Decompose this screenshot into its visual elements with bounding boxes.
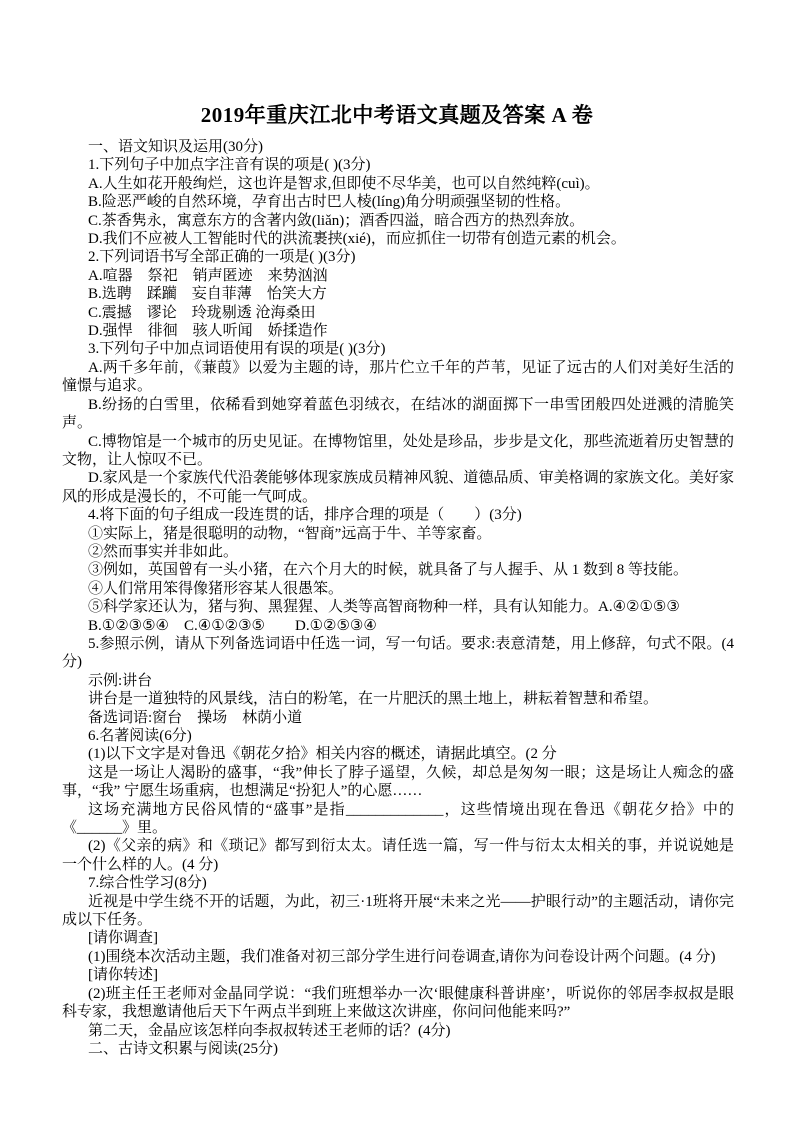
paragraph-line: 7.综合性学习(8分)	[88, 875, 207, 892]
paragraph-line: 2.下列词语书写全部正确的一项是( )(3分)	[88, 249, 356, 266]
paragraph-line: 6.名著阅读(6分)	[88, 728, 192, 744]
paragraph-line: ④人们常用笨得像猪形容某人很愚笨。	[88, 580, 344, 597]
paragraph-line: 这是一场让人渴盼的盛事，“我”伸长了脖子遥望，久候，却总是匆匆一眼；这是场让人痴念的盛事，“我” 宁愿生场重病，也想满足“扮犯人”的心愿……	[62, 764, 734, 800]
paragraph-line: 第二天，金晶应该怎样向李叔叔转述王老师的话？(4分)	[88, 1022, 451, 1039]
paragraph-line: B.选聘 蹂躏 妄自菲薄 怡笑大方	[88, 286, 327, 303]
paragraph-line: A.两千多年前，《蒹葭》以爱为主题的诗，那片伫立千年的芦苇，见证了远古的人们对美好生活的憧憬与追求。	[62, 359, 734, 395]
paragraph-line: C.震撼 谬论 玲珑剔透 沧海桑田	[88, 304, 316, 321]
paragraph-line: 讲台是一道独特的风景线，洁白的粉笔，在一片肥沃的黑土地上，耕耘着智慧和希望。	[88, 691, 659, 708]
paragraph-line: 这场充满地方民俗风情的“盛事”是指_____________，这些情境出现在鲁迅《朝花夕拾》中的《______》里。	[62, 801, 734, 837]
paragraph-line: B.纷扬的白雪里，依稀看到她穿着蓝色羽绒衣，在结冰的湖面掷下一串雪团般四处迸溅的清脆笑声。	[62, 396, 734, 432]
paragraph-line: 备选词语:窗台 操场 林荫小道	[88, 709, 303, 726]
paragraph-line: (1)围绕本次活动主题，我们准备对初三部分学生进行问卷调查,请你为问卷设计两个问题。(4 分)	[88, 948, 716, 965]
paragraph-line: (2)班主任王老师对金晶同学说：“我们班想举办一次‘眼健康科普讲座’，听说你的邻居李叔叔是眼科专家，我想邀请他后天下午两点半到班上来做这次讲座，你问问他能来吗?”	[62, 985, 734, 1021]
paragraph-line: ①实际上，猪是很聪明的动物，“智商”远高于牛、羊等家畜。	[88, 525, 492, 542]
paragraph-line: 示例:讲台	[88, 672, 153, 689]
paragraph-line: [请你调查]	[88, 930, 158, 947]
paragraph-line: D.我们不应被人工智能时代的洪流裹挟(xié)，而应抓住一切带有创造元素的机会。	[88, 231, 626, 248]
paragraph-line: 二、古诗文积累与阅读(25分)	[88, 1040, 278, 1057]
paragraph-line: 一、语文知识及运用(30分)	[88, 139, 263, 155]
paragraph-line: [请你转述]	[88, 967, 158, 984]
paragraph-line: ⑤科学家还认为，猪与狗、黑猩猩、人类等高智商物种一样，具有认知能力。A.④②①⑤③	[88, 599, 680, 616]
paragraph-line: C.茶香隽永，寓意东方的含著内敛(liǎn)；酒香四溢，暗合西方的热烈奔放。	[88, 212, 585, 229]
paragraph-line: 5.参照示例，请从下列备选词语中任选一词，写一句话。要求:表意清楚，用上修辞，句式不限。(4分)	[62, 635, 734, 671]
paragraph-line: D.强悍 徘徊 骇人听闻 娇揉造作	[88, 323, 328, 340]
paragraph-line: 近视是中学生绕不开的话题，为此，初三·1班将开展“未来之光——护眼行动”的主题活动，请你完成以下任务。	[62, 893, 734, 929]
paragraph-line: B.①②③⑤④ C.④①②③⑤ D.①②⑤③④	[88, 617, 377, 634]
paragraph-line: 4.将下面的句子组成一段连贯的话，排序合理的项是（ ）(3分)	[88, 507, 522, 524]
paragraph-line: 1.下列句子中加点字注音有误的项是( )(3分)	[88, 157, 371, 174]
paragraph-line: A.人生如花开般绚烂，这也许是智求,但即使不尽华美，也可以自然纯粹(cuì)。	[88, 175, 600, 192]
paragraph-line: (1)以下文字是对鲁迅《朝花夕拾》相关内容的概述，请据此填空。(2 分	[88, 746, 557, 763]
paragraph-line: 3.下列句子中加点词语使用有误的项是( )(3分)	[88, 341, 386, 358]
paragraph-line: ③例如，英国曾有一头小猪，在六个月大的时候，就具备了与人握手、从 1 数到 8 等技能。	[88, 562, 689, 579]
paragraph-line: B.险恶严峻的自然环境，孕育出古时巴人棱(líng)角分明顽强坚韧的性格。	[88, 194, 571, 211]
document-body	[0, 130, 794, 1058]
paragraph-line: C.博物馆是一个城市的历史见证。在博物馆里，处处是珍品，步步是文化，那些流逝着历史智慧的文物，让人惊叹不已。	[62, 433, 734, 468]
paragraph-line: (2)《父亲的病》和《琐记》都写到衍太太。请任选一篇，写一件与衍太太相关的事，并说说她是一个什么样的人。(4 分)	[62, 838, 734, 873]
paragraph-line: ②然而事实并非如此。	[88, 543, 239, 560]
page-title: 2019年重庆江北中考语文真题及答案 A 卷	[200, 103, 594, 127]
paragraph-line: D.家风是一个家族代代沿袭能够体现家族成员精神风貌、道德品质、审美格调的家族文化。美好家风的形成是漫长的，不可能一气呵成。	[62, 470, 734, 505]
paragraph-line: A.喧器 祭祀 销声匿迹 来势汹汹	[88, 267, 328, 284]
